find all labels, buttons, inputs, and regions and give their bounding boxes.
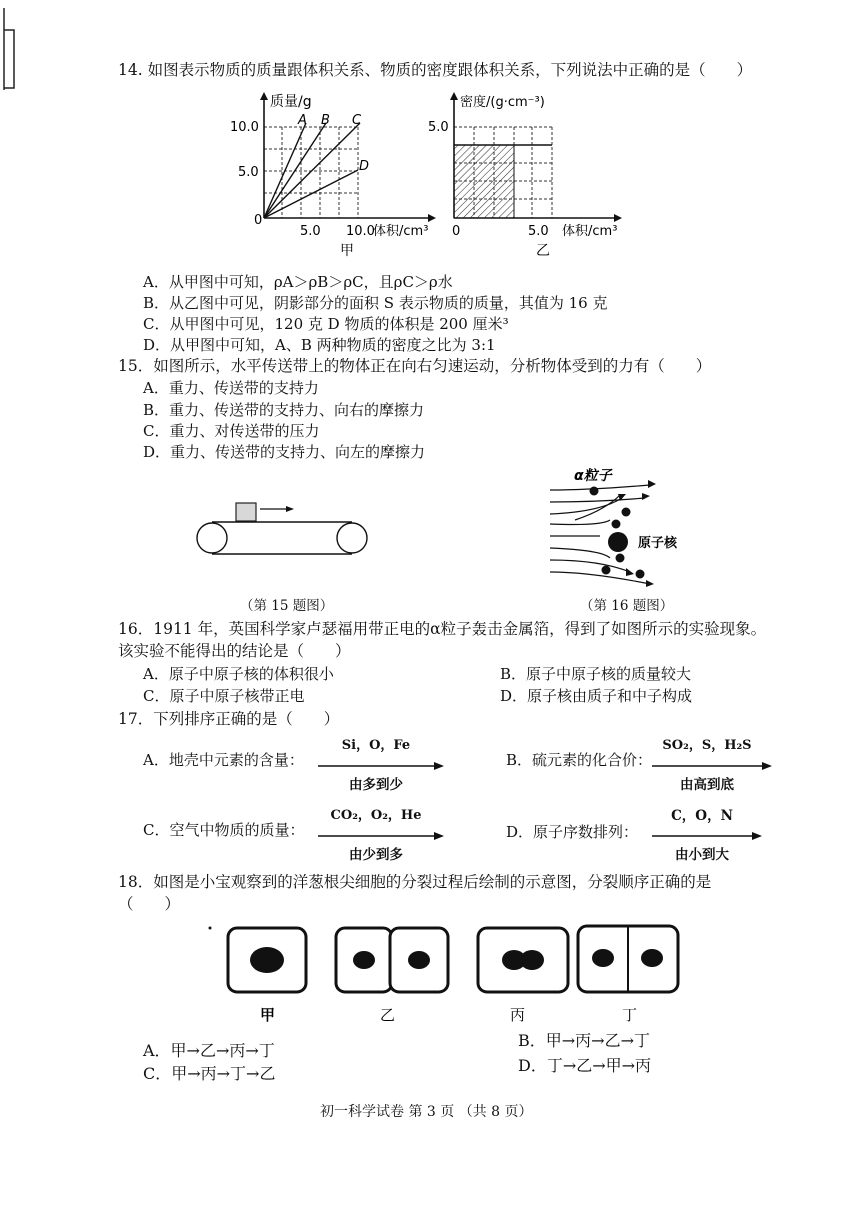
- jia-ytick-10: 10.0: [230, 120, 259, 135]
- q16-alpha-scattering-figure: [530, 460, 720, 590]
- q15-conveyor-figure: [190, 495, 380, 570]
- q18-stem-line1: 18．如图是小宝观察到的洋葱根尖细胞的分裂过程后绘制的示意图，分裂顺序正确的是: [118, 873, 712, 891]
- jia-label-a: A: [298, 113, 307, 128]
- q17-option-b-label: B．硫元素的化合价：: [506, 751, 653, 769]
- jia-caption: 甲: [340, 243, 354, 259]
- nucleus: [608, 532, 628, 552]
- page-footer: 初一科学试卷 第 3 页 （共 8 页）: [320, 1104, 533, 1120]
- q15-option-c: C．重力、对传送带的压力: [143, 422, 320, 440]
- q14-option-c: C．从甲图中可见，120 克 D 物质的体积是 200 厘米³: [143, 315, 509, 333]
- q15-caption: （第 15 题图）: [240, 598, 334, 614]
- jia-ylabel: 质量/g: [270, 94, 312, 110]
- yi-caption: 乙: [536, 243, 550, 259]
- q18-option-c: C．甲→丙→丁→乙: [143, 1064, 276, 1083]
- left-roller: [197, 523, 227, 553]
- q17-d-bottom: 由小到大: [675, 847, 729, 863]
- q17-a-bottom: 由多到少: [349, 777, 403, 793]
- nucleus-label: 原子核: [638, 536, 678, 551]
- q15-option-b: B．重力、传送带的支持力、向右的摩擦力: [143, 401, 425, 419]
- q16-option-b: B．原子中原子核的质量较大: [500, 665, 692, 683]
- jia-label-c: C: [352, 113, 362, 128]
- right-roller: [337, 523, 367, 553]
- q16-stem-line2: 该实验不能得出的结论是（ ）: [118, 642, 351, 660]
- yi-xtick-5: 5.0: [528, 224, 549, 239]
- yi-xlabel: 体积/cm³: [562, 224, 618, 239]
- q14-option-b: B．从乙图中可见，阴影部分的面积 S 表示物质的质量，其值为 16 克: [143, 294, 608, 312]
- cell-jia: [228, 928, 306, 992]
- yi-ytick-5: 5.0: [428, 120, 449, 135]
- alpha-label: α粒子: [574, 468, 612, 484]
- cell-label-yi: 乙: [380, 1006, 396, 1024]
- q18-option-b: B．甲→丙→乙→丁: [518, 1031, 650, 1050]
- jia-xlabel: 体积/cm³: [373, 224, 429, 239]
- q16-caption: （第 16 题图）: [580, 598, 674, 614]
- cell-yi: [336, 928, 448, 992]
- q15-stem: 15．如图所示，水平传送带上的物体正在向右匀速运动，分析物体受到的力有（ ）: [118, 357, 712, 375]
- jia-label-b: B: [321, 113, 330, 128]
- cell-ding: [578, 926, 678, 992]
- q17-stem: 17．下列排序正确的是（ ）: [118, 710, 340, 728]
- q17-option-a-arrow: [318, 736, 446, 795]
- q16-option-c: C．原子中原子核带正电: [143, 687, 305, 705]
- block: [236, 503, 256, 521]
- q17-c-bottom: 由少到多: [349, 847, 403, 863]
- q17-option-c-label: C．空气中物质的质量：: [143, 821, 305, 839]
- q18-stem-line2: （ ）: [118, 895, 181, 913]
- cell-bing: [478, 928, 568, 992]
- q18-option-a: A．甲→乙→丙→丁: [143, 1041, 275, 1060]
- q16-option-d: D．原子核由质子和中子构成: [500, 687, 693, 705]
- q18-option-d: D．丁→乙→甲→丙: [518, 1056, 652, 1075]
- q17-option-d-arrow: [652, 806, 764, 865]
- q15-option-d: D．重力、传送带的支持力、向左的摩擦力: [143, 443, 426, 461]
- q18-cell-division-figure: [220, 920, 700, 1030]
- q14-stem: 14. 如图表示物质的质量跟体积关系、物质的密度跟体积关系，下列说法中正确的是（ ）: [118, 61, 753, 79]
- jia-xtick-10: 10.0: [346, 224, 375, 239]
- margin-mark: [0, 0, 30, 100]
- line-d: [264, 170, 358, 218]
- q17-d-top: C，O，N: [671, 808, 733, 824]
- q14-chart-yi: [428, 90, 638, 265]
- q15-option-a: A．重力、传送带的支持力: [143, 379, 319, 397]
- q14-option-d: D．从甲图中可知，A、B 两种物质的密度之比为 3:1: [143, 336, 496, 354]
- q17-b-bottom: 由高到底: [680, 777, 734, 793]
- q16-stem-line1: 16．1911 年，英国科学家卢瑟福用带正电的α粒子轰击金属箔，得到了如图所示的实验现象。: [118, 620, 767, 638]
- jia-ytick-5: 5.0: [238, 165, 259, 180]
- q14-chart-jia: [228, 90, 438, 265]
- cell-label-jia: 甲: [260, 1006, 276, 1024]
- shaded-area-s: [454, 145, 514, 218]
- q17-option-a-label: A．地壳中元素的含量：: [143, 751, 304, 769]
- yi-origin: 0: [452, 224, 461, 239]
- cell-label-ding: 丁: [622, 1006, 638, 1024]
- q17-option-c-arrow: [318, 806, 446, 865]
- q17-option-b-arrow: [652, 736, 774, 795]
- q17-option-d-label: D．原子序数排列：: [506, 823, 639, 841]
- jia-origin: 0: [254, 213, 263, 228]
- q17-b-top: SO₂，S，H₂S: [662, 738, 752, 753]
- jia-xtick-5: 5.0: [300, 224, 321, 239]
- q17-a-top: Si，O，Fe: [341, 738, 411, 753]
- jia-label-d: D: [359, 159, 370, 174]
- q17-c-top: CO₂，O₂，He: [330, 808, 422, 823]
- cell-label-bing: 丙: [510, 1006, 526, 1024]
- q14-option-a: A．从甲图中可知，ρA＞ρB＞ρC，且ρC＞ρ水: [143, 273, 453, 291]
- yi-ylabel: 密度/(g·cm⁻³): [460, 95, 545, 110]
- q16-option-a: A．原子中原子核的体积很小: [143, 665, 334, 683]
